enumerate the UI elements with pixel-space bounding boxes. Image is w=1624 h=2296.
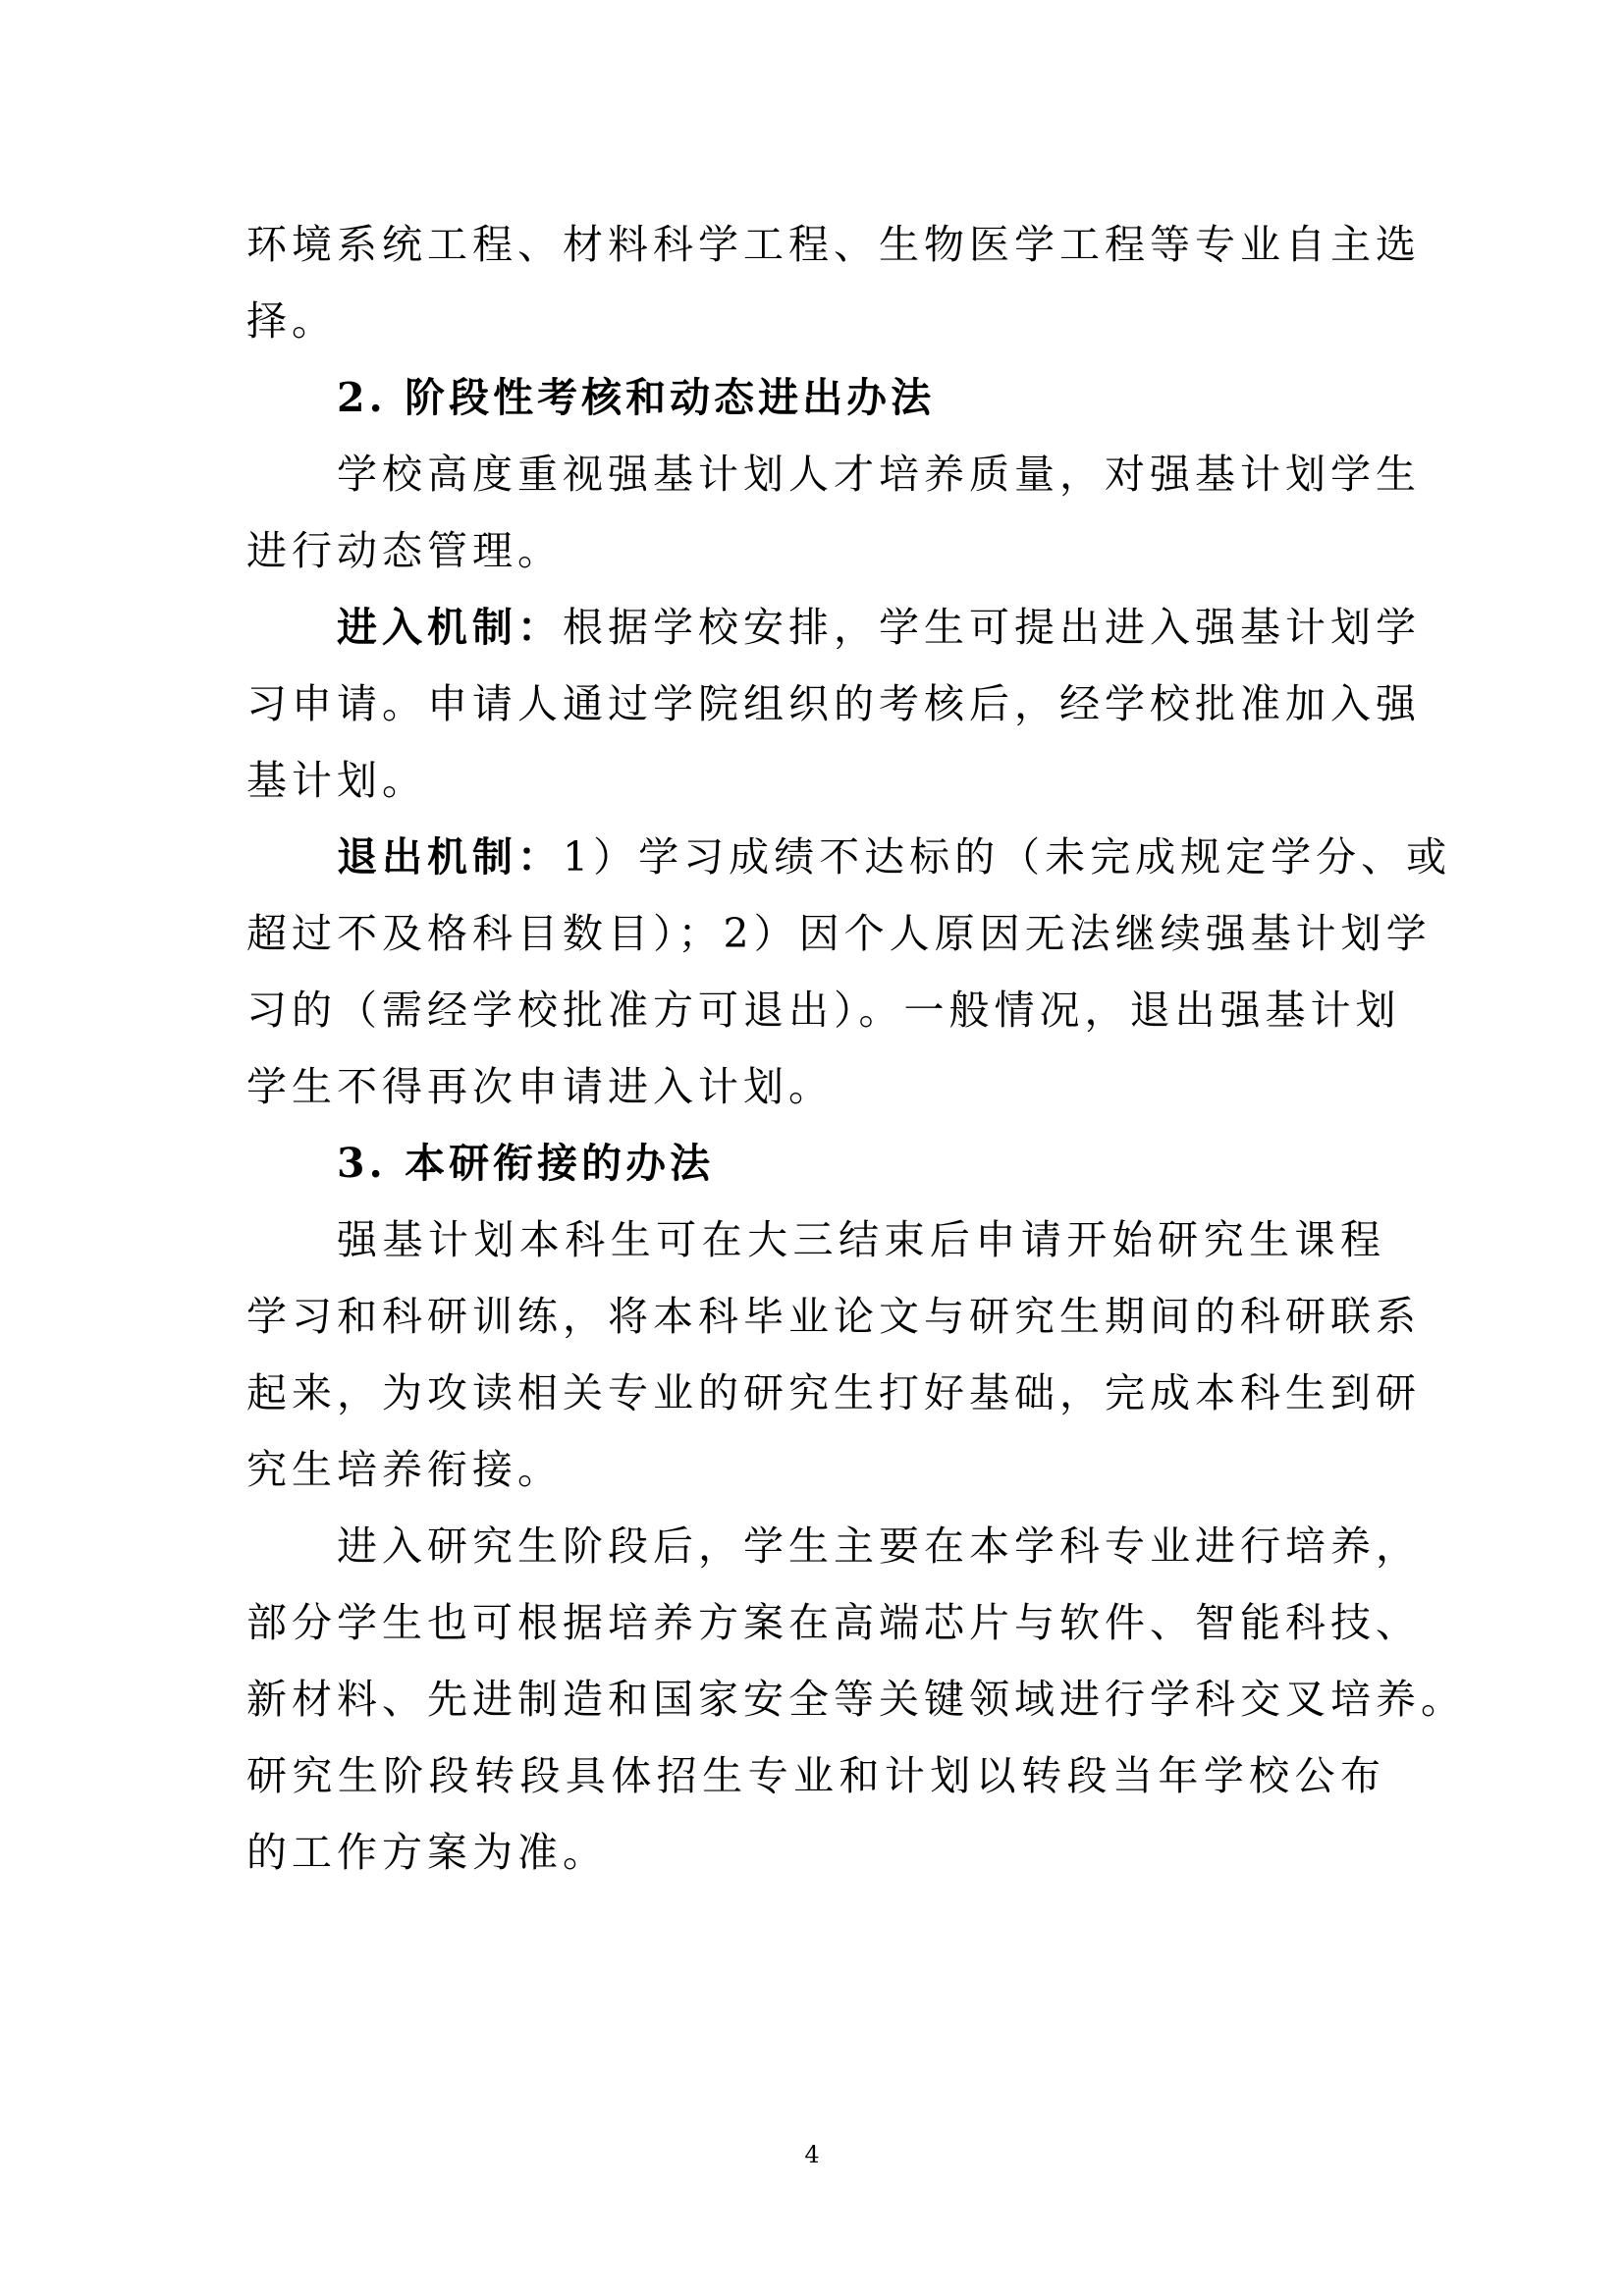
text-line: 学校高度重视强基计划人才培养质量，对强基计划学生 [337, 451, 1421, 498]
text-line: 进入研究生阶段后，学生主要在本学科专业进行培养， [337, 1522, 1421, 1570]
paragraph-exit-mechanism [246, 819, 1452, 1125]
entry-mechanism-text: 根据学校安排，学生可提出进入强基计划学 [563, 604, 1421, 651]
paragraph-bridging [246, 1201, 1421, 1508]
text-line: 习的（需经学校批准方可退出）。一般情况，退出强基计划 [246, 987, 1401, 1034]
page-number: 4 [804, 2141, 820, 2168]
text-line: 环境系统工程、材料科学工程、生物医学工程等专业自主选 [246, 221, 1421, 268]
text-line: 择。 [246, 297, 337, 345]
text-line: 超过不及格科目数目）；2）因个人原因无法继续强基计划学 [246, 910, 1432, 957]
text-line: 究生培养衔接。 [246, 1446, 563, 1493]
text-line: 起来，为攻读相关专业的研究生打好基础，完成本科生到研 [246, 1369, 1421, 1416]
text-line: 强基计划本科生可在大三结束后申请开始研究生课程 [337, 1216, 1385, 1263]
text-line: 学生不得再次申请进入计划。 [246, 1063, 834, 1110]
document-body [246, 206, 1466, 1891]
text-line: 学习和科研训练，将本科毕业论文与研究生期间的科研联系 [246, 1293, 1421, 1340]
text-line: 新材料、先进制造和国家安全等关键领域进行学科交叉培养。 [246, 1676, 1466, 1723]
section-heading-2: 2. 阶段性考核和动态进出办法 [337, 374, 936, 421]
text-line: 基计划。 [246, 757, 427, 804]
text-line: 的工作方案为准。 [246, 1829, 608, 1876]
paragraph-entry-mechanism [246, 589, 1421, 819]
text-line: 习申请。申请人通过学院组织的考核后，经学校批准加入强 [246, 680, 1421, 727]
entry-mechanism-label: 进入机制： [337, 604, 563, 651]
paragraph-quality [246, 436, 1421, 589]
text-line: 研究生阶段转段具体招生专业和计划以转段当年学校公布 [246, 1752, 1385, 1799]
text-line [246, 589, 1421, 666]
text-line: 进行动态管理。 [246, 527, 563, 574]
exit-mechanism-label: 退出机制： [337, 833, 563, 881]
text-line: 部分学生也可根据培养方案在高端芯片与软件、智能科技、 [246, 1599, 1421, 1646]
exit-mechanism-text: 1）学习成绩不达标的（未完成规定学分、或 [563, 833, 1452, 881]
paragraph-continuation [246, 206, 1421, 359]
section-heading-3: 3. 本研衔接的办法 [337, 1140, 715, 1187]
text-line [246, 819, 1452, 895]
paragraph-graduate-stage [246, 1508, 1466, 1891]
